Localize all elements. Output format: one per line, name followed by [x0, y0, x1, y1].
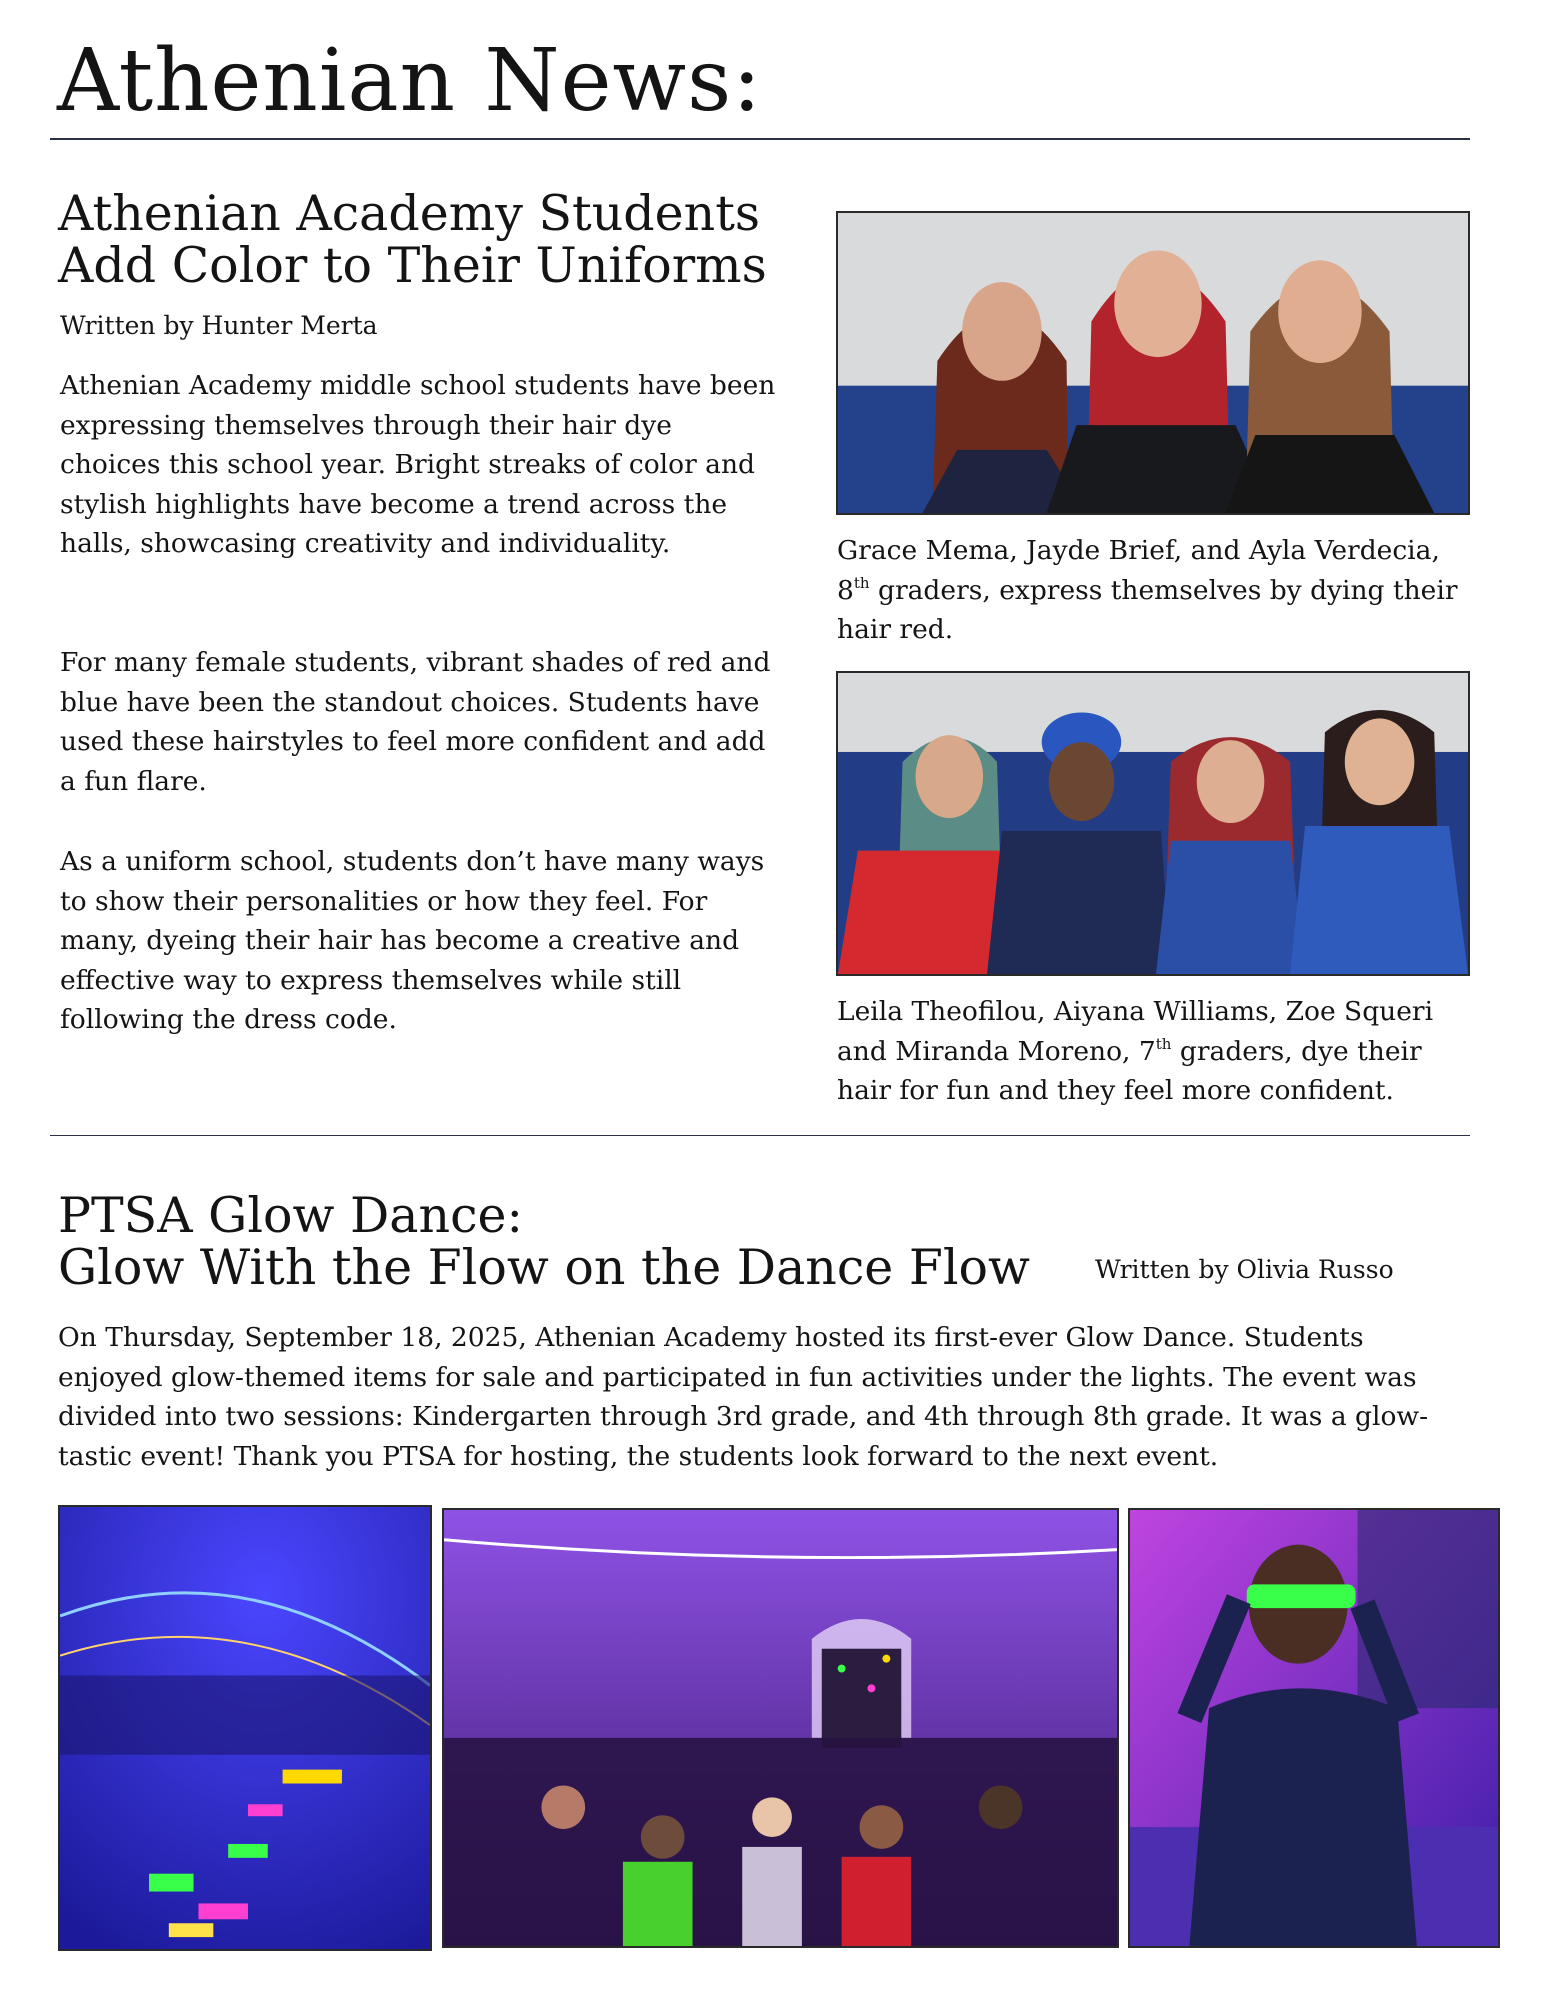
caption-2-superscript: th	[1155, 1034, 1172, 1053]
caption-1-text-end: graders, express themselves by dying their hair red.	[837, 574, 1458, 645]
photo-glow-dance-crowd	[442, 1508, 1119, 1948]
header-divider	[50, 138, 1470, 140]
masthead-title: Athenian News:	[57, 31, 763, 131]
article-1-headline	[58, 185, 818, 294]
article-2-headline-line-1: PTSA Glow Dance:	[58, 1187, 524, 1244]
article-2-byline: Written by Olivia Russo	[1095, 1255, 1394, 1284]
photo-2-caption	[837, 992, 1477, 1111]
article-1-byline: Written by Hunter Merta	[60, 311, 378, 340]
article-1-paragraph-2: For many female students, vibrant shades of red and blue have been the standout choices. Students have used these hairstyles to feel more confident and add a fun flare.	[60, 647, 771, 797]
article-2-headline-line-2: Glow With the Flow on the Dance Flow	[58, 1239, 1030, 1296]
photo-glow-glasses-student	[1128, 1508, 1500, 1948]
article-1-headline-line-2: Add Color to Their Uniforms	[58, 237, 767, 294]
photo-1-caption	[837, 531, 1477, 650]
article-1-headline-line-1: Athenian Academy Students	[58, 185, 761, 242]
photo-four-students-colored-hair	[836, 671, 1470, 976]
caption-1-text: Grace Mema, Jayde Brief, and Ayla Verdecia, 8	[837, 535, 1440, 606]
section-divider	[50, 1135, 1470, 1136]
caption-2-text: Leila Theofilou, Aiyana Williams, Zoe Squeri and Miranda Moreno, 7	[837, 996, 1434, 1067]
caption-2-text-end: graders, dye their hair for fun and they feel more confident.	[837, 1035, 1422, 1106]
article-2-body: On Thursday, September 18, 2025, Athenian Academy hosted its first-ever Glow Dance. Students enjoyed glow-themed items for sale and participated in fun activities under the lights. The event was divided into two sessions: Kindergarten through 3rd grade, and 4th through 8th grade. It was a glow-tastic event! Thank you PTSA for hosting, the students look forward to the next event.	[58, 1322, 1429, 1472]
article-1-paragraph-1: Athenian Academy middle school students have been expressing themselves through their hair dye choices this school year. Bright streaks of color and stylish highlights have become a trend across the halls, showcasing creativity and individuality.	[60, 370, 776, 559]
photo-three-students-red-hair	[836, 211, 1470, 515]
caption-1-superscript: th	[853, 573, 870, 592]
article-2-headline	[58, 1187, 1158, 1296]
photo-glow-dance-floor	[58, 1505, 432, 1951]
article-1-paragraph-3: As a uniform school, students don’t have many ways to show their personalities or how they feel. For many, dyeing their hair has become a creative and effective way to express themselves while still following the dress code.	[60, 846, 765, 1035]
